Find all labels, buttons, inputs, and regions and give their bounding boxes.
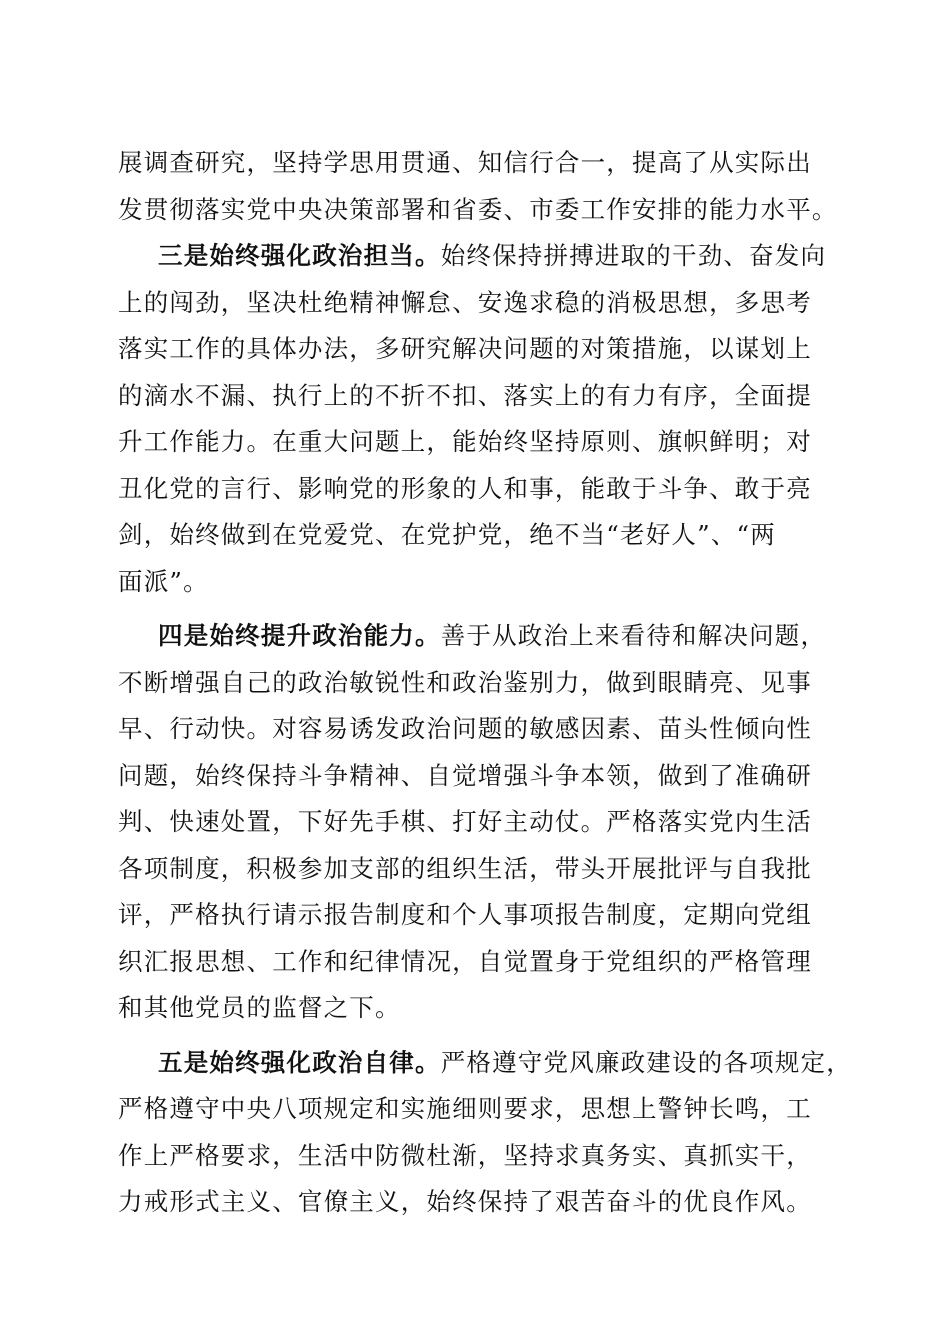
text-span: 始终保持拼搏进取的干劲、奋发向 (440, 241, 827, 270)
paragraph-political-responsibility (118, 233, 838, 605)
text-line: 判、快速处置，下好先手棋、打好主动仗。严格落实党内生活 (118, 807, 812, 836)
text-line: 问题，始终保持斗争精神、自觉增强斗争本领，做到了准确研 (118, 760, 812, 790)
paragraph-political-discipline (118, 1040, 852, 1226)
text-line: 不断增强自己的政治敏锐性和政治鉴别力，做到眼睛亮、见事 (118, 667, 812, 697)
text-span: 严格遵守党风廉政建设的各项规定， (440, 1047, 852, 1077)
text-span: 善于从政治上来看待和解决问题， (440, 621, 827, 650)
text-line (118, 613, 838, 660)
text-line: 各项制度，积极参加支部的组织生活，带头开展批评与自我批 (118, 853, 812, 883)
text-line: 的滴水不漏、执行上的不折不扣、落实上的有力有序，全面提 (118, 380, 812, 410)
text-line: 严格遵守中央八项规定和实施细则要求，思想上警钟长鸣，工 (118, 1094, 812, 1123)
text-line: 落实工作的具体办法，多研究解决问题的对策措施，以谋划上 (118, 334, 812, 363)
text-line (118, 233, 838, 280)
paragraph-heading: 四是始终提升政治能力。 (158, 621, 441, 650)
text-line: 升工作能力。在重大问题上，能始终坚持原则、旗帜鲜明；对 (118, 427, 812, 456)
text-line (118, 1040, 852, 1087)
text-line: 剑，始终做到在党爱党、在党护党，绝不当“老好人”、“两 (118, 520, 776, 549)
text-line: 面派”。 (118, 566, 209, 596)
text-line: 和其他党员的监督之下。 (118, 993, 401, 1022)
text-line: 织汇报思想、工作和纪律情况，自觉置身于党组织的严格管理 (118, 946, 812, 976)
text-line: 力戒形式主义、官僚主义，始终保持了艰苦奋斗的优良作风。 (118, 1187, 812, 1216)
paragraph-heading: 五是始终强化政治自律。 (158, 1047, 441, 1077)
text-line: 丑化党的言行、影响党的形象的人和事，能敢于斗争、敢于亮 (118, 473, 812, 503)
paragraph-political-ability (118, 613, 838, 1032)
text-line: 上的闯劲，坚决杜绝精神懈怠、安逸求稳的消极思想，多思考 (118, 287, 812, 317)
body-text (118, 140, 852, 1226)
text-line: 作上严格要求，生活中防微杜渐，坚持求真务实、真抓实干， (118, 1140, 812, 1170)
text-line: 发贯彻落实党中央决策部署和省委、市委工作安排的能力水平。 (118, 194, 838, 224)
text-line: 早、行动快。对容易诱发政治问题的敏感因素、苗头性倾向性 (118, 714, 812, 743)
paragraph-continuation (118, 140, 838, 233)
text-line: 评，严格执行请示报告制度和个人事项报告制度，定期向党组 (118, 900, 812, 929)
text-line: 展调查研究，坚持学思用贯通、知信行合一，提高了从实际出 (118, 148, 812, 177)
paragraph-heading: 三是始终强化政治担当。 (158, 241, 441, 270)
